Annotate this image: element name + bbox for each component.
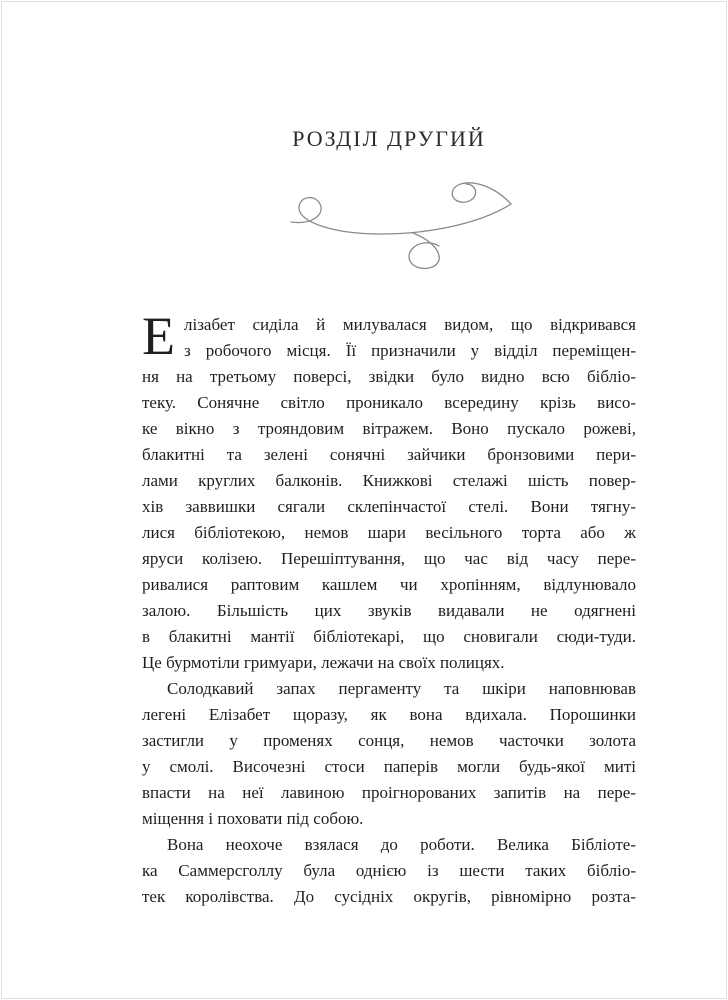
text-line: лізабет сиділа й милувалася видом, що відкривався <box>184 315 636 334</box>
text-line: залою. Більшість цих звуків видавали не одягнені <box>142 601 636 620</box>
text-line: лися бібліотекою, немов шари весільного торта або ж <box>142 523 636 542</box>
text-line: хів заввишки сягали склепінчастої стелі. Вони тягну- <box>142 497 636 516</box>
page-content <box>142 2 636 910</box>
text-line: ке вікно з трояндовим вітражем. Воно пускало рожеві, <box>142 419 636 438</box>
text-line: ня на третьому поверсі, звідки було видно всю бібліо- <box>142 367 636 386</box>
text-line: легені Елізабет щоразу, як вона вдихала. Порошинки <box>142 705 636 724</box>
text-line: тек королівства. До сусідніх округів, рівномірно розта- <box>142 887 636 906</box>
text-line: лами круглих балконів. Книжкові стелажі шість повер- <box>142 471 636 490</box>
text-line: застигли у променях сонця, немов часточки золота <box>142 731 636 750</box>
text-line: впасти на неї лавиною проігнорованих запитів на пере- <box>142 783 636 802</box>
paragraph <box>142 306 636 676</box>
text-line: ривалися раптовим кашлем чи хропінням, відлунювало <box>142 575 636 594</box>
text-line: у смолі. Височезні стоси паперів могли будь-якої миті <box>142 757 636 776</box>
text-line: Солодкавий запах пергаменту та шкіри наповнював <box>167 679 636 698</box>
paragraph <box>142 832 636 910</box>
text-line: ка Саммерсголлу була однією із шести таких бібліо- <box>142 861 636 880</box>
text-line: яруси колізею. Перешіптування, що час від часу пере- <box>142 549 636 568</box>
text-line: з робочого місця. Її призначили у відділ переміщен- <box>184 341 636 360</box>
text-line: Вона неохоче взялася до роботи. Велика Бібліоте- <box>167 835 636 854</box>
text-line: блакитні та зелені сонячні зайчики бронзовими пери- <box>142 445 636 464</box>
calligraphic-flourish-icon <box>263 178 515 270</box>
chapter-title: РОЗДІЛ ДРУГИЙ <box>292 126 486 151</box>
text-line: теку. Сонячне світло проникало всередину крізь висо- <box>142 393 636 412</box>
text-line: в блакитні мантії бібліотекарі, що сновигали сюди-туди. <box>142 627 636 646</box>
book-page <box>1 1 727 999</box>
flourish-ornament <box>142 178 636 270</box>
text-block <box>142 306 636 910</box>
drop-cap: Е <box>142 306 175 366</box>
text-line: міщення і поховати під собою. <box>142 809 364 828</box>
text-line: Це бурмотіли гримуари, лежачи на своїх полицях. <box>142 653 505 672</box>
paragraph <box>142 676 636 832</box>
